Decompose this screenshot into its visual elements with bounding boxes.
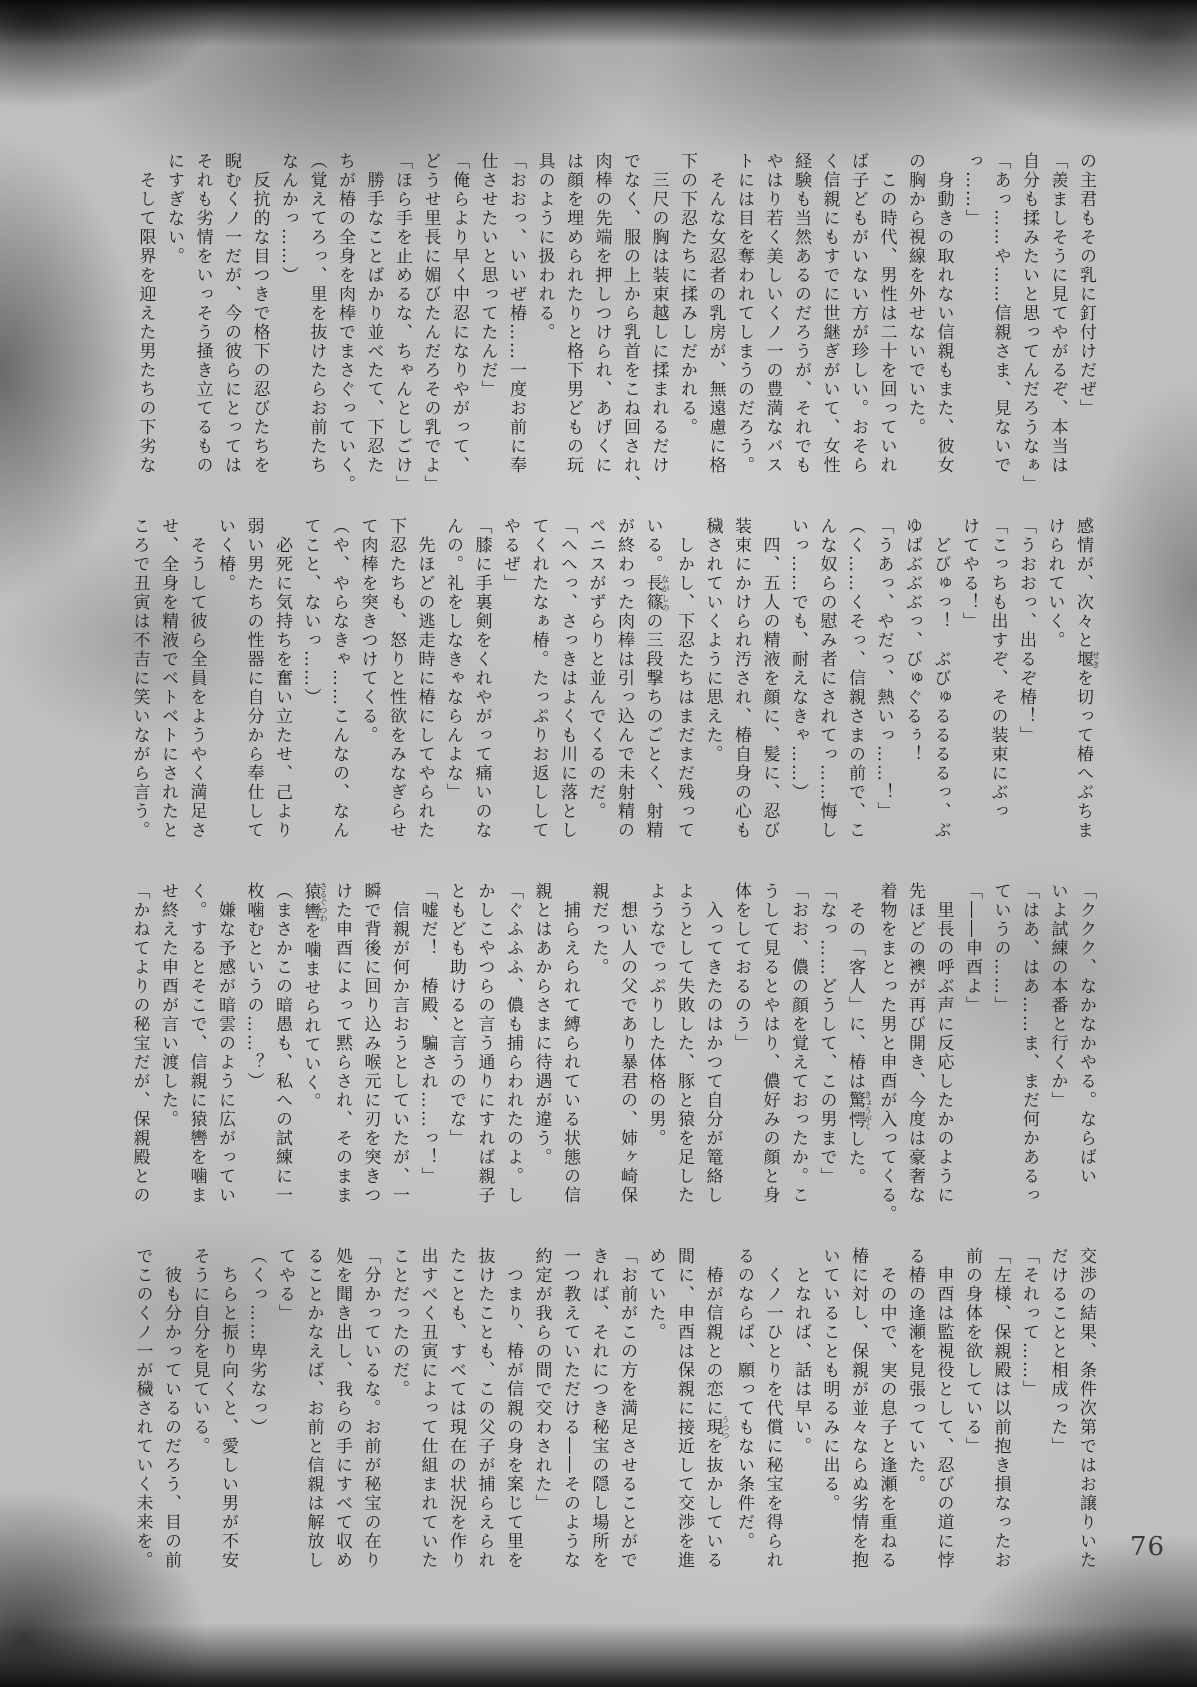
text-column: 穢されていくように思えた。	[702, 517, 723, 764]
text-column: 「ぐふふふ、儂も捕らわれたのよ。し	[503, 882, 523, 1205]
text-column: いる。長篠ながしのの三段撃ちのごとく、射精	[642, 517, 670, 840]
text-column: 「お前がこの方を満足させることがで	[617, 1247, 637, 1570]
text-column: 前の身体を欲している」	[962, 1247, 982, 1456]
text-column: ようなでっぷりした体格の男。	[645, 882, 666, 1148]
text-column: 経験も当然あるのだろうが、それでも	[791, 152, 811, 475]
text-column: 感情が、次々と堰せきを切って椿へぶちま	[1073, 517, 1101, 840]
text-column: どびゅっ！ ぶびゅるるるるっ、ぶ	[930, 517, 951, 840]
text-column: 椿に対し、保親が並々ならぬ劣情を抱	[848, 1247, 868, 1570]
text-column: 瞬で背後に回り込み喉元に刃を突きつ	[360, 882, 381, 1205]
text-column: 自分も揉みたいと思ってんだろうなぁ」	[1019, 152, 1039, 494]
text-column: ことだったのだ。	[389, 1247, 409, 1399]
text-column: の主君もその乳に釘付けだぜ」	[1076, 152, 1096, 418]
text-column: ば子どもがいない方が珍しい。おそら	[848, 152, 868, 475]
text-column: 「俺らより早く中忍になりやがって、	[449, 152, 469, 475]
text-column: 「――申酉よ」	[962, 882, 982, 1015]
text-column: （覚えてろっ、里を抜けたらお前たち	[306, 152, 327, 475]
text-column: 信親が何か言おうとしていたが、一	[389, 882, 409, 1205]
text-column: 「分かっているな。お前が秘宝の在り	[360, 1247, 381, 1570]
text-column: 下忍たちも、怒りと性欲をみなぎらせ	[386, 517, 406, 840]
text-column: は顔を埋められたりと格下男どもの玩	[563, 152, 583, 475]
text-column: （まさかこの暗愚も、私への試練に一	[272, 882, 292, 1205]
text-column: 四、五人の精液を顔に、髪に、忍び	[759, 517, 780, 840]
text-column: でこのくノ一が穢されていく未来を。	[132, 1247, 153, 1570]
text-column: 「嘘だ！ 椿殿、騙され……っ！」	[417, 882, 438, 1186]
text-column: っ……」	[962, 152, 982, 228]
text-column: ていうの……」	[990, 882, 1011, 1015]
text-column: 嫌な予感が暗雲のように広がってい	[215, 882, 235, 1205]
text-column: 肉棒の先端を押しつけられ、あげくに	[591, 152, 612, 475]
text-column: て肉棒を突きつけてくる。	[357, 517, 378, 745]
text-column: ともども助けると言うのでな」	[446, 882, 466, 1148]
text-column: 仕させたいと思ってたんだ」	[477, 152, 498, 399]
text-column: んな奴らの慰み者にされてっ……悔し	[816, 517, 837, 840]
text-column: やるぜ」	[500, 517, 520, 593]
text-column: てやる」	[275, 1247, 295, 1323]
text-block-2	[125, 517, 1100, 869]
text-column: どうせ里長に媚びたんだろその乳でよ」	[420, 152, 441, 494]
text-column: （く……くそっ、信親さまの前で、こ	[845, 517, 865, 840]
text-column: その中で、実の息子と逢瀬を重ねる	[876, 1247, 897, 1570]
text-column: 装束にかけられ汚され、椿自身の心も	[731, 517, 751, 840]
text-column: そうに自分を見ている。	[189, 1247, 210, 1456]
text-column: ることかなえば、お前と信親は解放し	[303, 1247, 324, 1570]
text-column: 「うあっ、やだっ、熱いっ……！」	[873, 517, 894, 821]
text-column: それも劣情をいっそう掻き立てるもの	[192, 152, 213, 475]
text-column: けられていく。	[1044, 517, 1065, 650]
text-column: うして見るとやはり、儂好みの顔と身	[759, 882, 780, 1205]
text-column: 想い人の父であり暴君の、姉ヶ崎保	[617, 882, 637, 1205]
text-column: いていることも明るみに出る。	[819, 1247, 840, 1513]
text-column: いく椿。	[215, 517, 235, 593]
text-column: ゆばぶぶぶっ、びゅぐるぅ！	[902, 517, 922, 764]
text-column: ようとして失敗した、豚と猿を足した	[674, 882, 694, 1205]
text-column: んの。礼をしなきゃならんよな」	[443, 517, 463, 802]
text-column: でなく、服の上から乳首をこね回され、	[620, 152, 640, 494]
text-column: るのならば、願ってもない条件だ。	[734, 1247, 754, 1551]
text-column: 「おおっ、いいぜ椿……一度お前に奉	[506, 152, 526, 475]
text-column: 「左様、保親殿は以前抱き損なったお	[990, 1247, 1011, 1570]
text-column: の胸から視線を外せないでいた。	[905, 152, 925, 437]
text-column: 「おお、儂の顔を覚えておったか。こ	[788, 882, 808, 1205]
text-column: が終わった肉棒は引っ込んで未射精の	[614, 517, 634, 840]
text-column: 「羨ましそうに見てやがるぞ、本当は	[1047, 152, 1068, 475]
text-column: ころで丑寅は不吉に笑いながら言う。	[129, 517, 150, 840]
text-column: せ、全身を精液でベトベトにされたと	[158, 517, 178, 840]
text-column: 具のように扱われる。	[534, 152, 555, 342]
text-column: 「こっちも出すぞ、その装束にぶっ	[987, 517, 1008, 821]
text-block-4	[128, 1247, 1100, 1599]
text-column: 枚噛むというの……？）	[243, 882, 264, 1091]
text-column: そして限界を迎えた男たちの下劣な	[135, 152, 156, 475]
text-column: トには目を奪われてしまうのだろう。	[734, 152, 754, 475]
text-column: 申酉は監視役として、忍びの道に悖	[933, 1247, 954, 1570]
text-column: やはり若く美しいくノ一の豊満なバス	[762, 152, 783, 475]
text-block-3	[125, 882, 1100, 1234]
text-column: そんな女忍者の乳房が、無遠慮に格	[705, 152, 726, 475]
text-column: 身動きの取れない信親もまた、彼女	[933, 152, 954, 475]
text-column: けた申酉によって黙らされ、そのまま	[332, 882, 352, 1205]
text-column: 間に、申酉は保親に接近して交渉を進	[674, 1247, 694, 1570]
text-column: 「うおおっ、出るぞ椿！」	[1016, 517, 1036, 745]
text-column: 反抗的な目つきで格下の忍びたちを	[249, 152, 270, 475]
text-column: 抜けたことも、この父子が捕らえられ	[474, 1247, 495, 1570]
text-column: く。するとそこで、信親に猿轡を噛ま	[186, 882, 207, 1205]
text-column: そうして彼ら全員をようやく満足さ	[186, 517, 207, 840]
text-column: 先ほどの逃走時に椿にしてやられた	[414, 517, 435, 840]
text-column: 彼も分かっているのだろう、目の前	[161, 1247, 181, 1570]
text-block-1	[131, 152, 1100, 504]
text-column: きれば、それにつき秘宝の隠し場所を	[588, 1247, 609, 1570]
text-column: 約定が我らの間で交わされた」	[531, 1247, 552, 1513]
text-column: 勝手なことばかり並べたて、下忍た	[363, 152, 384, 475]
text-column: 「なっ……どうして、この男まで」	[816, 882, 837, 1186]
text-column: 「はあ、はあ……ま、まだ何かあるっ	[1019, 882, 1039, 1205]
text-column: 椿が信親との恋に現うつつを抜かしている	[702, 1247, 730, 1570]
text-column: なんかっ……）	[278, 152, 298, 285]
text-column: 必死に気持ちを奮い立たせ、己より	[272, 517, 292, 840]
page-number: 76	[1130, 1532, 1166, 1562]
text-column: ペニスがずらりと並んでくるのだ。	[585, 517, 606, 821]
text-column: 三尺の胸は装束越しに揉まれるだけ	[648, 152, 669, 475]
text-column: 処を聞き出し、我らの手にすべて収め	[332, 1247, 352, 1570]
text-column: かしこやつらの言う通りにすれば親子	[474, 882, 495, 1205]
text-column: 猿轡さるぐつわを噛ませられていく。	[300, 882, 328, 1112]
text-column: 里長の呼ぶ声に反応したかのように	[933, 882, 954, 1205]
text-column: 親だった。	[588, 882, 609, 977]
text-column: 先ほどの襖が再び開き、今度は豪奢な	[905, 882, 925, 1205]
text-column: 一つ教えていただける――そのような	[560, 1247, 580, 1570]
text-column: 親とはあからさまに待遇が違う。	[531, 882, 552, 1167]
text-column: 睨むくノ一だが、今の彼らにとっては	[221, 152, 241, 475]
text-column: 弱い男たちの性器に自分から奉仕して	[243, 517, 264, 840]
text-column: 「へへっ、さっきはよくも川に落とし	[557, 517, 577, 840]
text-column: ちらと振り向くと、愛しい男が不安	[218, 1247, 238, 1570]
text-column: ちが椿の全身を肉棒でまさぐっていく。	[335, 152, 355, 494]
text-column: だけることと相成った」	[1047, 1247, 1068, 1456]
text-column: めていた。	[645, 1247, 666, 1342]
text-column: 「かねてよりの秘宝だが、保親殿との	[129, 882, 150, 1205]
text-column: いよ試練の本番と行くか」	[1047, 882, 1068, 1110]
text-column: 交渉の結果、条件次第ではお譲りいた	[1076, 1247, 1096, 1570]
text-column: 入ってきたのはかつて自分が篭絡し	[702, 882, 723, 1205]
text-column: くノ一ひとりを代償に秘宝を得られ	[762, 1247, 783, 1570]
text-column: この時代、男性は二十を回っていれ	[876, 152, 897, 475]
text-column: 「あっ……や……信親さま、見ないで	[990, 152, 1011, 475]
text-column: 出すべく丑寅によって仕組まれていた	[417, 1247, 438, 1570]
text-column: 体をしておるのう」	[731, 882, 751, 1053]
text-column: せ終えた申酉が言い渡した。	[158, 882, 178, 1129]
text-column: 「ほら手を止めるな、ちゃんとしごけ」	[392, 152, 412, 494]
text-column: （や、やらなきゃ……こんなの、なん	[329, 517, 349, 840]
text-column: 着物をまとった男と申酉が入ってくる。	[876, 882, 897, 1224]
text-column: しかし、下忍たちはまだまだ残って	[674, 517, 694, 840]
text-column: つまり、椿が信親の身を案じて里を	[503, 1247, 523, 1570]
text-column: 「それって……」	[1019, 1247, 1039, 1399]
text-column: てくれたなぁ椿。たっぷりお返しして	[528, 517, 549, 840]
text-column: 下の下忍たちに揉みしだかれる。	[677, 152, 697, 437]
text-column: その「客人」に、椿は驚愕きょうがくした。	[845, 882, 873, 1187]
text-column: てこと、ないっ……）	[300, 517, 321, 707]
text-column: たことも、すべては現在の状況を作り	[446, 1247, 466, 1570]
text-column: る椿の逢瀬を見張っていた。	[905, 1247, 925, 1494]
text-column: 捕らえられて縛られている状態の信	[560, 882, 580, 1205]
text-column: となれば、話は早い。	[791, 1247, 811, 1456]
text-column: けてやる！」	[959, 517, 979, 631]
text-column: （くっ……卑劣なっ）	[246, 1247, 267, 1437]
text-column: く信親にもすでに世継ぎがいて、女性	[819, 152, 840, 475]
text-column: 「ククク、なかなかやる。ならばい	[1076, 882, 1096, 1186]
text-column: にすぎない。	[164, 152, 184, 266]
text-column: 「膝に手裏剣をくれやがって痛いのな	[471, 517, 492, 840]
text-column: いっ……でも、耐えなきゃ……）	[788, 517, 808, 802]
